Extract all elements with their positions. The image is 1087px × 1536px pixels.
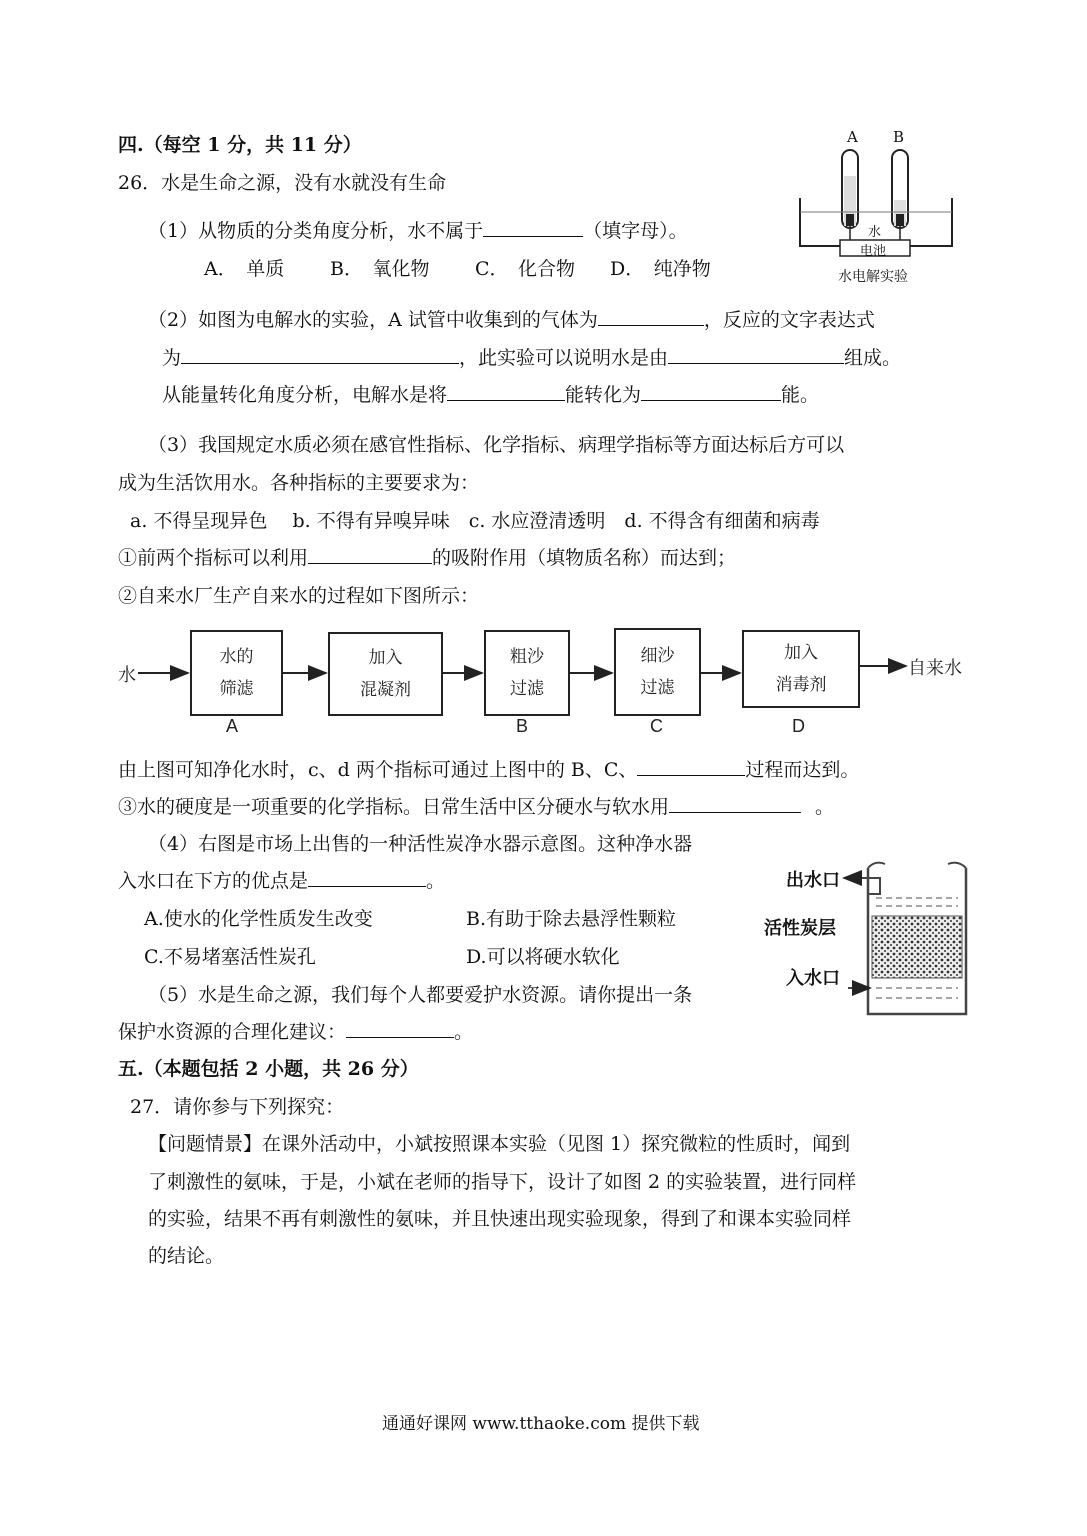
step-tag-b: B: [516, 716, 529, 736]
q4-option-d: D.可以将硬水软化: [466, 946, 620, 968]
carbon-layer-label: 活性炭层: [764, 918, 836, 939]
step-label: 加入: [368, 648, 403, 668]
answer-blank[interactable]: [346, 1017, 454, 1038]
water-treatment-flow: [118, 620, 978, 745]
q2-text-end: 能。: [781, 384, 820, 406]
answer-blank[interactable]: [447, 380, 565, 401]
question-3-after-flow: [118, 755, 859, 782]
answer-blank[interactable]: [308, 543, 432, 564]
step-tag-c: C: [650, 716, 663, 736]
battery-label: 电池: [860, 244, 887, 259]
question-title: 27．请你参与下列探究：: [130, 1096, 345, 1118]
step-label: 混凝剂: [360, 680, 411, 700]
q2-text: 从能量转化角度分析，电解水是将: [162, 384, 448, 406]
q1-option-a: A． 单质: [204, 258, 285, 280]
q2-text-end: 组成。: [844, 347, 902, 369]
question-2-line-2: [162, 343, 901, 370]
tube-b-label: B: [893, 128, 905, 146]
flow-step-coagulant: [328, 632, 443, 716]
step-tag-a: A: [226, 716, 239, 736]
question-3-item-3: [118, 792, 834, 819]
question-4-line-1: （4）右图是市场上出售的一种活性炭净水器示意图。这种净水器: [148, 833, 693, 855]
q4-option-a: A.使水的化学性质发生改变: [144, 908, 373, 930]
tube-a-label: A: [847, 128, 858, 146]
paragraph-line: 了刺激性的氨味，于是，小斌在老师的指导下，设计了如图 2 的实验装置，进行同样: [148, 1171, 857, 1193]
q3-text-end: 过程而达到。: [745, 759, 860, 781]
question-2-line-3: [162, 380, 819, 407]
paragraph-line: 【问题情景】在课外活动中，小斌按照课本实验（见图 1）探究微粒的性质时，闻到: [148, 1133, 851, 1155]
criteria-list: a. 不得呈现异色 b. 不得有异嗅异味 c. 水应澄清透明 d. 不得含有细菌和病毒: [130, 510, 820, 532]
question-3-line-1: （3）我国规定水质必须在感官性指标、化学指标、病理学指标等方面达标后方可以: [148, 434, 845, 456]
flow-step-coarse-sand: [484, 630, 570, 716]
q1-suffix: （填字母）。: [583, 220, 688, 242]
question-1: [148, 216, 688, 243]
q1-option-d: D． 纯净物: [610, 258, 711, 280]
question-3-item-2: ②自来水厂生产自来水的过程如下图所示：: [118, 585, 480, 607]
question-title: 26．水是生命之源，没有水就没有生命: [118, 172, 447, 194]
step-label: 加入: [784, 643, 818, 663]
q3-text: ①前两个指标可以利用: [118, 547, 309, 569]
flow-output-label: 自来水: [908, 658, 962, 678]
purifier-figure: [760, 856, 975, 1028]
q3-text: 由上图可知净化水时，c、d 两个指标可通过上图中的 B、C、: [118, 759, 638, 781]
q4-text: 入水口在下方的优点是: [118, 870, 309, 892]
question-3-item-1: [118, 543, 736, 570]
q2-text: 为: [162, 347, 182, 369]
question-5-line-1: （5）水是生命之源，我们每个人都要爱护水资源。请你提出一条: [148, 984, 693, 1006]
outlet-label: 出水口: [786, 870, 840, 891]
q5-text: 保护水资源的合理化建议：: [118, 1021, 347, 1043]
q4-text-end: 。: [426, 870, 446, 892]
q2-text-mid: ，此实验可以说明水是由: [459, 347, 669, 369]
q5-text-end: 。: [454, 1021, 474, 1043]
water-label: 水: [868, 225, 882, 240]
step-label: 过滤: [640, 678, 675, 698]
q3-text: ③水的硬度是一项重要的化学指标。日常生活中区分硬水与软水用: [118, 796, 670, 818]
answer-blank[interactable]: [598, 305, 704, 326]
step-label: 粗沙: [510, 647, 544, 667]
step-label: 细沙: [640, 646, 675, 666]
q4-option-c: C.不易堵塞活性炭孔: [144, 946, 316, 968]
answer-blank[interactable]: [483, 216, 583, 237]
page-footer: 通通好课网 www.tthaoke.com 提供下载: [382, 1414, 700, 1434]
q2-text-mid: 能转化为: [565, 384, 642, 406]
answer-blank[interactable]: [308, 866, 426, 887]
step-label: 筛滤: [219, 679, 254, 699]
answer-blank[interactable]: [181, 343, 459, 364]
question-4-line-2: [118, 866, 445, 893]
q1-option-b: B． 氧化物: [330, 258, 430, 280]
inlet-label: 入水口: [786, 968, 840, 989]
question-2-line-1: [148, 305, 875, 332]
q1-option-c: C． 化合物: [475, 258, 576, 280]
electrolysis-diagram: [790, 128, 960, 288]
step-label: 过滤: [510, 679, 544, 699]
q1-text: （1）从物质的分类角度分析，水不属于: [148, 220, 484, 242]
flow-step-screening: [190, 630, 283, 716]
answer-blank[interactable]: [668, 343, 844, 364]
step-label: 消毒剂: [775, 675, 827, 695]
question-5-line-2: [118, 1017, 473, 1044]
question-3-line-2: 成为生活饮用水。各种指标的主要要求为：: [118, 472, 480, 494]
q2-text: （2）如图为电解水的实验，A 试管中收集到的气体为: [148, 309, 598, 331]
electrolysis-figure: [790, 128, 960, 288]
paragraph-line: 的实验，结果不再有刺激性的氨味，并且快速出现实验现象，得到了和课本实验同样: [148, 1208, 852, 1230]
q3-text-end: 的吸附作用（填物质名称）而达到；: [432, 547, 737, 569]
flow-step-disinfectant: [742, 630, 860, 708]
figure-caption: 水电解实验: [838, 269, 908, 285]
section-heading: 四.（每空 1 分，共 11 分）: [118, 134, 362, 156]
step-tag-d: D: [792, 716, 805, 736]
q2-text-cont: ，反应的文字表达式: [703, 309, 875, 331]
answer-blank[interactable]: [669, 792, 801, 813]
q4-option-b: B.有助于除去悬浮性颗粒: [466, 908, 677, 930]
answer-blank[interactable]: [641, 380, 781, 401]
section-heading: 五.（本题包括 2 小题，共 26 分）: [118, 1058, 419, 1080]
flow-input-label: 水: [118, 665, 136, 685]
q3-text-end: 。: [815, 796, 835, 818]
flow-step-fine-sand: [614, 628, 701, 716]
step-label: 水的: [219, 647, 254, 667]
paragraph-line: 的结论。: [148, 1245, 225, 1267]
answer-blank[interactable]: [637, 755, 745, 776]
